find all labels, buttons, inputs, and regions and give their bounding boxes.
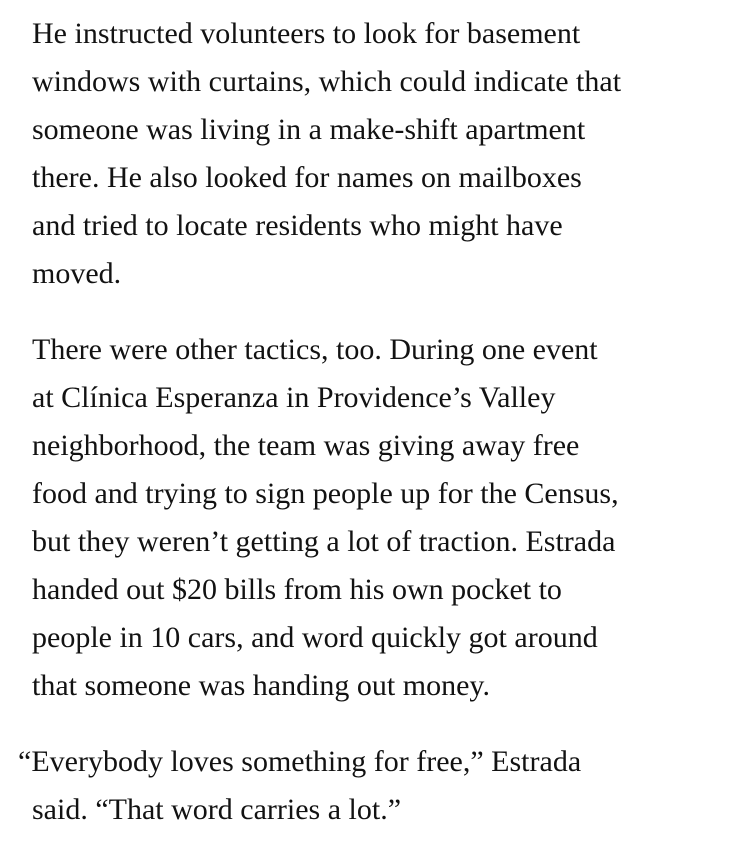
text-line: He instructed volunteers to look for basement	[32, 17, 581, 50]
text-line: people in 10 cars, and word quickly got around	[32, 621, 598, 654]
text-line: someone was living in a make-shift apartment	[32, 113, 586, 146]
quote-line: “Everybody loves something for free,” Estrada	[18, 745, 582, 778]
text-line: handed out $20 bills from his own pocket to	[32, 573, 562, 606]
text-line: food and trying to sign people up for the Census,	[32, 477, 619, 510]
text-line: there. He also looked for names on mailboxes	[32, 161, 582, 194]
text-line: at Clínica Esperanza in Providence’s Valley	[32, 381, 556, 414]
text-line: There were other tactics, too. During one event	[32, 333, 598, 366]
text-line: windows with curtains, which could indicate that	[32, 65, 622, 98]
quote-line: said. “That word carries a lot.”	[32, 793, 402, 826]
text-line: moved.	[32, 257, 122, 290]
text-line: that someone was handing out money.	[32, 669, 490, 702]
text-line: and tried to locate residents who might have	[32, 209, 563, 242]
text-line: but they weren’t getting a lot of traction. Estrada	[32, 525, 616, 558]
text-line: neighborhood, the team was giving away free	[32, 429, 580, 462]
